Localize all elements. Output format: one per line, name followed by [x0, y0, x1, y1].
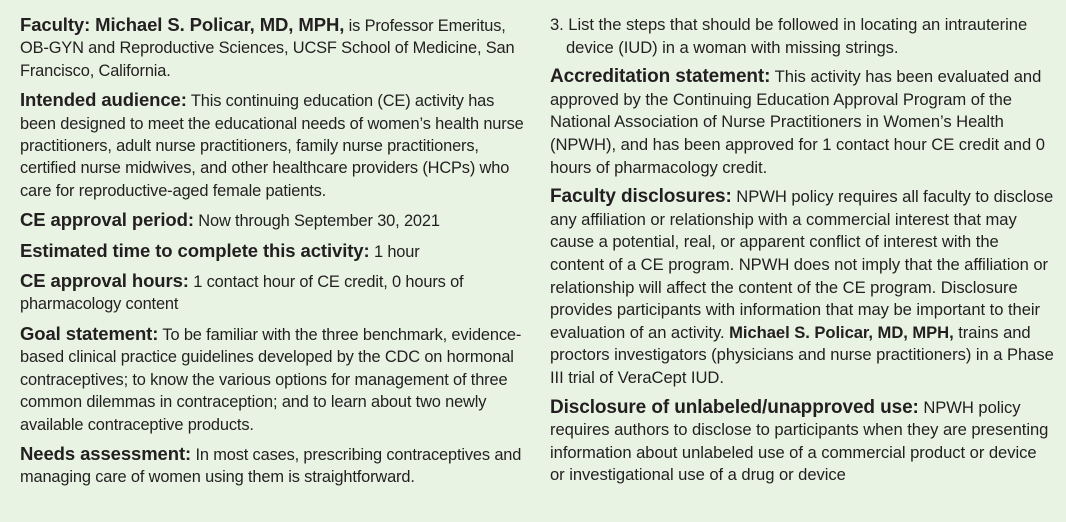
hours-paragraph: [20, 270, 525, 316]
needs-paragraph: [20, 443, 525, 489]
goal-text: To be familiar with the three benchmark, evidence-based clinical practice guidelines developed by the CDC on hormonal contraceptives; to know the various options for management of three common dilemmas in contraception; and to learn about two newly available contraceptive products.: [20, 325, 522, 434]
faculty-text: is Professor Emeritus, OB-GYN and Reproductive Sciences, UCSF School of Medicine, San Francisco, California.: [20, 17, 515, 80]
unlabeled-text: NPWH policy requires authors to disclose to participants when they are presenting information about unlabeled use of a commercial product or device or investigational use of a drug or device: [550, 397, 1049, 485]
time-paragraph: [20, 240, 525, 263]
approval-period-heading: CE approval period:: [20, 209, 194, 231]
accreditation-text: This activity has been evaluated and approved by the Continuing Education Approval Program of the National Association of Nurse Practitioners in Women’s Health (NPWH), and has been approved for 1 contact hour CE credit and 0 hours of pharmacology credit.: [550, 67, 1045, 177]
disclosures-text-2: trains and proctors investigators (physicians and nurse practitioners) in a Phase III trial of VeraCept IUD.: [550, 322, 1054, 387]
accreditation-paragraph: [550, 66, 1055, 179]
disclosures-paragraph: [550, 186, 1055, 389]
time-text: 1 hour: [369, 242, 420, 261]
hours-heading: CE approval hours:: [20, 270, 189, 292]
time-heading: Estimated time to complete this activity:: [20, 239, 370, 261]
disclosures-faculty-name: Michael S. Policar, MD, MPH,: [729, 322, 954, 342]
right-column: [550, 14, 1055, 494]
left-column: [20, 14, 525, 496]
faculty-heading: Faculty: Michael S. Policar, MD, MPH,: [20, 14, 345, 35]
unlabeled-heading: Disclosure of unlabeled/unapproved use:: [550, 396, 919, 418]
audience-paragraph: [20, 89, 525, 202]
disclosures-heading: Faculty disclosures:: [550, 186, 732, 208]
goal-paragraph: [20, 323, 525, 436]
objective-item-3: 3. List the steps that should be followed in locating an intrauterine device (IUD) in a woman with missing strings.: [550, 15, 1028, 57]
audience-text: This continuing education (CE) activity has been designed to meet the educational needs of women’s health nurse practitioners, adult nurse practitioners, family nurse practitioners, certified nurse midwives, and other healthcare providers (HCPs) who care for reproductive-aged female patients.: [20, 92, 524, 200]
unlabeled-paragraph: [550, 397, 1055, 487]
needs-heading: Needs assessment:: [20, 442, 192, 464]
audience-heading: Intended audience:: [20, 89, 187, 111]
goal-heading: Goal statement:: [20, 322, 159, 344]
approval-period-text: Now through September 30, 2021: [193, 212, 440, 231]
approval-period-paragraph: [20, 209, 525, 232]
disclosures-text: NPWH policy requires all faculty to disclose any affiliation or relationship with a commercial interest that may cause a potential, real, or apparent conflict of interest with the content of a CE program. NPWH does not imply that the affiliation or relationship will affect the content of the CE program. Disclosure provides participants with information that may be important to their evaluation of an activity.: [550, 187, 1054, 342]
hours-text: 1 contact hour of CE credit, 0 hours of pharmacology content: [20, 273, 464, 314]
faculty-paragraph: [20, 14, 525, 82]
accreditation-heading: Accreditation statement:: [550, 66, 771, 88]
needs-text: In most cases, prescribing contraceptives and managing care of women using them is straightforward.: [20, 445, 522, 487]
